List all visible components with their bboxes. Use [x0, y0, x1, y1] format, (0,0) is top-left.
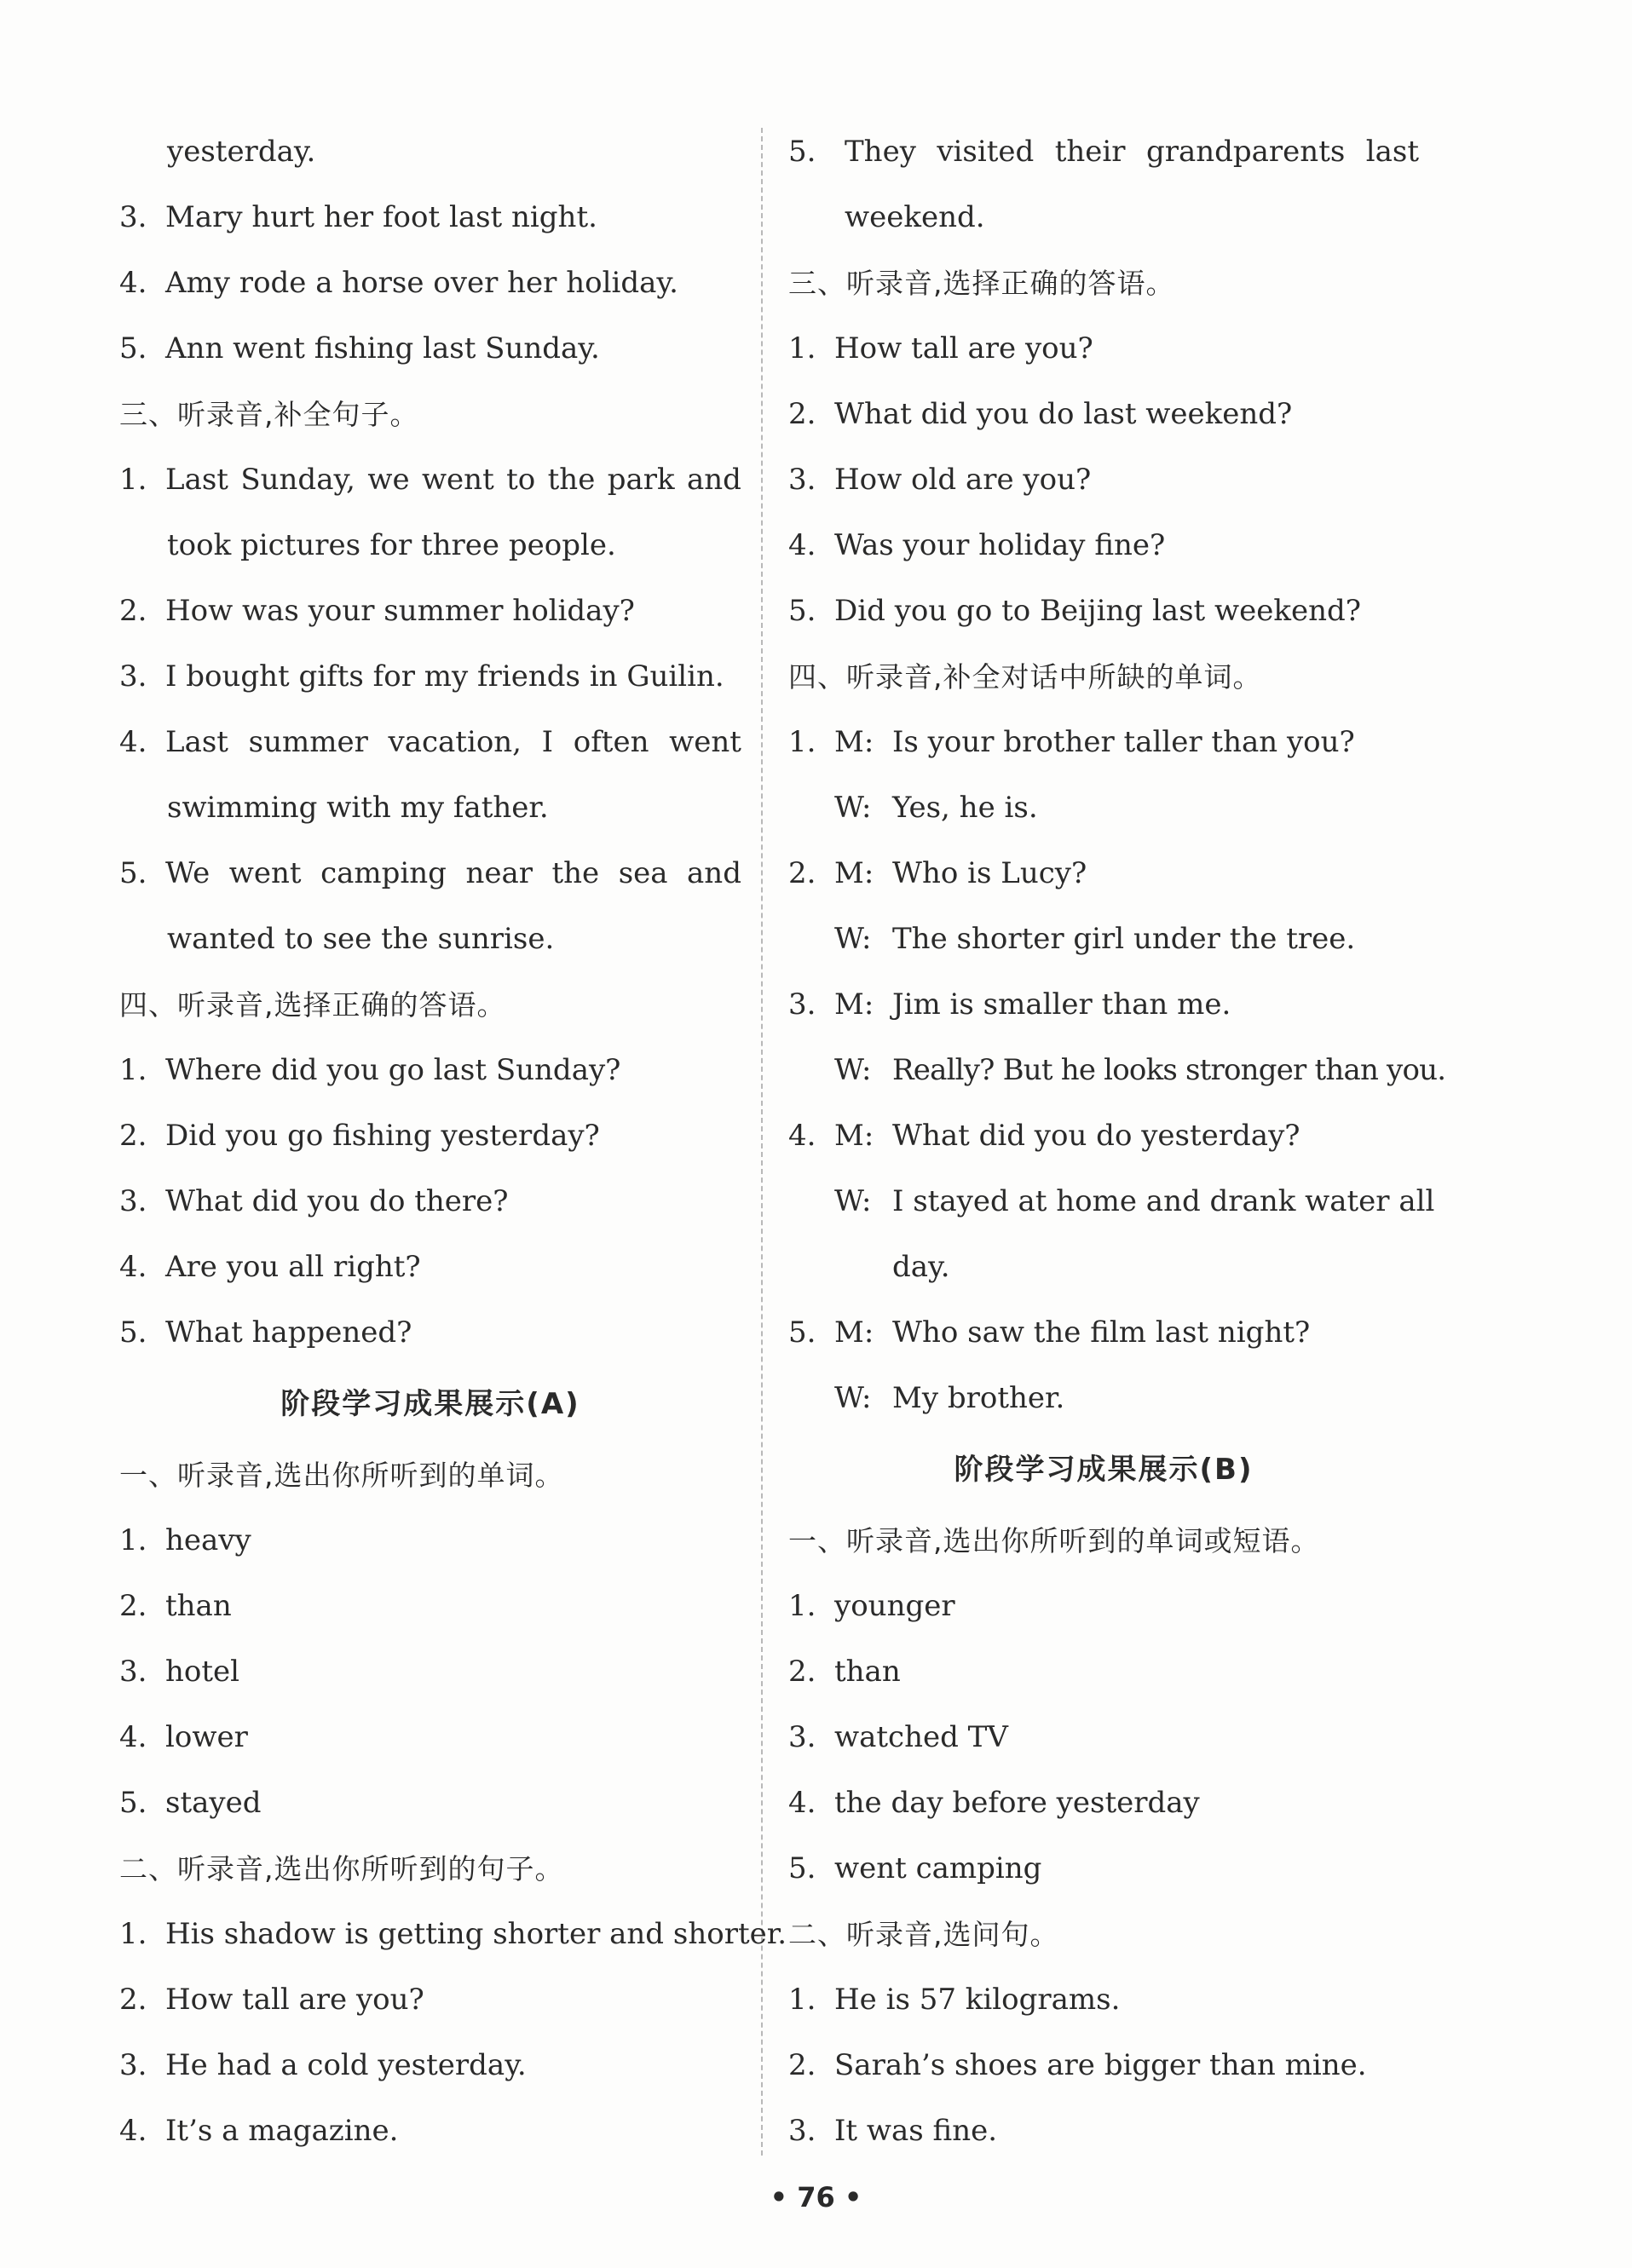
- list-item: [119, 1574, 741, 1639]
- word: camping: [320, 856, 447, 890]
- section-heading: 一、听录音,选出你所听到的单词或短语。: [788, 1524, 1320, 1557]
- section-heading: 三、听录音,补全句子。: [119, 398, 419, 431]
- item-number: 5.: [788, 1315, 816, 1350]
- item-text: heavy: [165, 1523, 251, 1557]
- dialogue-text: Yes, he is.: [892, 791, 1038, 825]
- list-item: [788, 1574, 1419, 1639]
- section-heading: 四、听录音,选择正确的答语。: [119, 988, 506, 1022]
- list-item: [788, 119, 1419, 185]
- list-item: [788, 513, 1419, 579]
- word: we: [367, 463, 410, 497]
- word: went: [669, 725, 741, 759]
- dialogue-line: [788, 972, 1419, 1038]
- list-item: [119, 1508, 741, 1574]
- dialogue-text: Is your brother taller than you?: [892, 725, 1355, 759]
- item-number: 1.: [119, 1523, 147, 1557]
- item-text: went camping: [834, 1851, 1042, 1885]
- list-item: [119, 2033, 741, 2098]
- item-text: What did you do last weekend?: [834, 397, 1293, 431]
- item-text: Are you all right?: [165, 1250, 421, 1284]
- list-item: [119, 1967, 741, 2033]
- item-text: than: [834, 1655, 901, 1689]
- list-item: [119, 1639, 741, 1705]
- list-item: [119, 1038, 741, 1103]
- item-number: 2.: [119, 1119, 147, 1153]
- item-number: 3.: [119, 200, 147, 234]
- list-item: [119, 250, 741, 316]
- item-text: I bought gifts for my friends in Guilin.: [165, 659, 724, 694]
- dialogue-line: [788, 1103, 1419, 1169]
- item-number: 4.: [119, 725, 147, 759]
- item-text: stayed: [165, 1786, 262, 1820]
- item-text: His shadow is getting shorter and shorter.: [165, 1917, 787, 1951]
- item-number: 3.: [788, 1720, 816, 1754]
- item-text: Where did you go last Sunday?: [165, 1053, 621, 1087]
- item-text: How tall are you?: [165, 1983, 424, 2017]
- dialogue-line: [788, 1169, 1435, 1235]
- dialogue-line: [788, 1366, 1419, 1431]
- dialogue-text: Who saw the film last night?: [892, 1315, 1311, 1350]
- item-text-justified: [165, 710, 741, 775]
- item-number: 2.: [119, 1983, 147, 2017]
- text-line: wanted to see the sunrise.: [167, 922, 555, 956]
- list-item: [788, 316, 1419, 382]
- list-item: [788, 2098, 1419, 2164]
- word: They: [845, 135, 916, 169]
- item-text: younger: [834, 1589, 955, 1623]
- item-number: 1.: [788, 1983, 816, 2017]
- item-number: 3.: [119, 1655, 147, 1689]
- item-number: 4.: [788, 1786, 816, 1820]
- list-item: [119, 1103, 741, 1169]
- dialogue-text: Really? But he looks stronger than you.: [892, 1053, 1446, 1087]
- list-item: [119, 710, 741, 775]
- word: went: [421, 463, 494, 497]
- item-text-justified: [845, 119, 1419, 185]
- item-text: Sarah’s shoes are bigger than mine.: [834, 2048, 1367, 2082]
- dialogue-line: [788, 907, 1419, 972]
- list-item: [788, 1967, 1419, 2033]
- item-number: 1.: [788, 331, 816, 366]
- item-number: 4.: [119, 2114, 147, 2148]
- item-number: 5.: [788, 135, 816, 169]
- word: Last: [165, 725, 228, 759]
- word: summer: [248, 725, 368, 759]
- item-number: 3.: [119, 2048, 147, 2082]
- item-text: It’s a magazine.: [165, 2114, 399, 2148]
- speaker-label: W:: [834, 791, 872, 825]
- item-number: 3.: [788, 987, 816, 1022]
- list-item: [788, 1705, 1419, 1770]
- list-item: [119, 1235, 741, 1300]
- item-text: watched TV: [834, 1720, 1008, 1754]
- item-number: 5.: [788, 1851, 816, 1885]
- item-number: 4.: [119, 1250, 147, 1284]
- speaker-label: M:: [834, 1119, 874, 1153]
- item-number: 2.: [788, 2048, 816, 2082]
- list-item: [788, 579, 1419, 644]
- text-line: day.: [892, 1250, 950, 1284]
- item-number: 2.: [119, 1589, 147, 1623]
- item-number: 1.: [788, 1589, 816, 1623]
- item-number: 2.: [788, 1655, 816, 1689]
- list-item: [119, 185, 741, 250]
- item-number: 5.: [119, 1786, 147, 1820]
- word: went: [228, 856, 302, 890]
- word: vacation,: [388, 725, 522, 759]
- item-number: 2.: [788, 397, 816, 431]
- list-item: [788, 1836, 1419, 1902]
- item-text: lower: [165, 1720, 248, 1754]
- list-item: [788, 382, 1419, 447]
- speaker-label: W:: [834, 1381, 872, 1415]
- dialogue-line: [788, 1300, 1419, 1366]
- list-item: [119, 1300, 741, 1366]
- item-number: 5.: [788, 594, 816, 628]
- speaker-label: M:: [834, 1315, 874, 1350]
- unit-title-a: 阶段学习成果展示(A): [280, 1387, 580, 1421]
- right-column: [788, 119, 1446, 2164]
- section-heading: 一、听录音,选出你所听到的单词。: [119, 1459, 564, 1492]
- item-number: 4.: [119, 1720, 147, 1754]
- list-item: [119, 1705, 741, 1770]
- word: Sunday,: [240, 463, 355, 497]
- word: to: [506, 463, 536, 497]
- column-divider: [761, 128, 763, 2156]
- word: last: [1365, 135, 1419, 169]
- item-number: 1.: [119, 463, 147, 497]
- word: and: [686, 463, 741, 497]
- page-number: • 76 •: [770, 2181, 862, 2213]
- item-number: 5.: [119, 1315, 147, 1350]
- dialogue-text: I stayed at home and drank water all: [892, 1184, 1435, 1218]
- item-text: How was your summer holiday?: [165, 594, 635, 628]
- list-item: [119, 447, 741, 513]
- dialogue-line: [788, 775, 1419, 841]
- dialogue-text: What did you do yesterday?: [892, 1119, 1300, 1153]
- word: grandparents: [1145, 135, 1346, 169]
- text-line: swimming with my father.: [167, 791, 549, 825]
- item-number: 1.: [788, 725, 816, 759]
- list-item: [119, 841, 741, 907]
- unit-title-b: 阶段学习成果展示(B): [954, 1453, 1254, 1487]
- word: park: [607, 463, 675, 497]
- item-number: 2.: [788, 856, 816, 890]
- word: the: [551, 856, 600, 890]
- item-number: 3.: [788, 463, 816, 497]
- item-number: 1.: [119, 1053, 147, 1087]
- dialogue-line: [788, 841, 1419, 907]
- item-number: 3.: [119, 659, 147, 694]
- item-text: Ann went fishing last Sunday.: [165, 331, 600, 366]
- dialogue-text: Jim is smaller than me.: [892, 987, 1231, 1022]
- dialogue-text: The shorter girl under the tree.: [892, 922, 1356, 956]
- word: Last: [165, 463, 228, 497]
- item-number: 5.: [119, 331, 147, 366]
- section-heading: 三、听录音,选择正确的答语。: [788, 267, 1175, 300]
- list-item: [119, 1902, 787, 1967]
- list-item: [119, 644, 741, 710]
- word: We: [165, 856, 210, 890]
- item-text: What did you do there?: [165, 1184, 509, 1218]
- speaker-label: W:: [834, 922, 872, 956]
- speaker-label: M:: [834, 856, 874, 890]
- item-text: hotel: [165, 1655, 240, 1689]
- item-number: 4.: [788, 528, 816, 562]
- item-text: the day before yesterday: [834, 1786, 1200, 1820]
- list-item: [119, 579, 741, 644]
- item-text: It was fine.: [834, 2114, 998, 2148]
- speaker-label: W:: [834, 1184, 872, 1218]
- item-text-justified: [165, 841, 741, 907]
- item-number: 2.: [119, 594, 147, 628]
- dialogue-text: My brother.: [892, 1381, 1065, 1415]
- list-item: [119, 316, 741, 382]
- word: I: [541, 725, 554, 759]
- item-text: What happened?: [165, 1315, 412, 1350]
- list-item: [119, 1770, 741, 1836]
- item-text: He is 57 kilograms.: [834, 1983, 1121, 2017]
- text-line: yesterday.: [167, 135, 316, 169]
- list-item: [119, 2098, 741, 2164]
- list-item: [788, 2033, 1419, 2098]
- word: often: [573, 725, 649, 759]
- word: and: [687, 856, 741, 890]
- item-text: How old are you?: [834, 463, 1092, 497]
- list-item: [119, 1169, 741, 1235]
- word: near: [465, 856, 533, 890]
- list-item: [788, 447, 1419, 513]
- item-text: How tall are you?: [834, 331, 1093, 366]
- item-text: than: [165, 1589, 232, 1623]
- item-text: Mary hurt her foot last night.: [165, 200, 597, 234]
- section-heading: 四、听录音,补全对话中所缺的单词。: [788, 660, 1262, 694]
- word: visited: [937, 135, 1035, 169]
- item-text-justified: [165, 447, 741, 513]
- item-number: 3.: [788, 2114, 816, 2148]
- list-item: [788, 1770, 1419, 1836]
- speaker-label: M:: [834, 987, 874, 1022]
- item-text: Did you go to Beijing last weekend?: [834, 594, 1361, 628]
- item-number: 1.: [119, 1917, 147, 1951]
- dialogue-line: [788, 1038, 1446, 1103]
- item-number: 4.: [119, 266, 147, 300]
- word: the: [547, 463, 596, 497]
- text-line: weekend.: [845, 200, 985, 234]
- speaker-label: W:: [834, 1053, 872, 1087]
- item-text: Amy rode a horse over her holiday.: [165, 266, 678, 300]
- section-heading: 二、听录音,选出你所听到的句子。: [119, 1852, 564, 1885]
- item-number: 4.: [788, 1119, 816, 1153]
- list-item: [788, 1639, 1419, 1705]
- dialogue-text: Who is Lucy?: [892, 856, 1087, 890]
- speaker-label: M:: [834, 725, 874, 759]
- item-text: Did you go fishing yesterday?: [165, 1119, 600, 1153]
- item-number: 3.: [119, 1184, 147, 1218]
- left-column: [119, 119, 787, 2164]
- item-text: Was your holiday fine?: [834, 528, 1166, 562]
- item-text: He had a cold yesterday.: [165, 2048, 527, 2082]
- section-heading: 二、听录音,选问句。: [788, 1918, 1059, 1951]
- text-line: took pictures for three people.: [167, 528, 616, 562]
- word: their: [1054, 135, 1126, 169]
- word: sea: [618, 856, 668, 890]
- dialogue-line: [788, 710, 1419, 775]
- item-number: 5.: [119, 856, 147, 890]
